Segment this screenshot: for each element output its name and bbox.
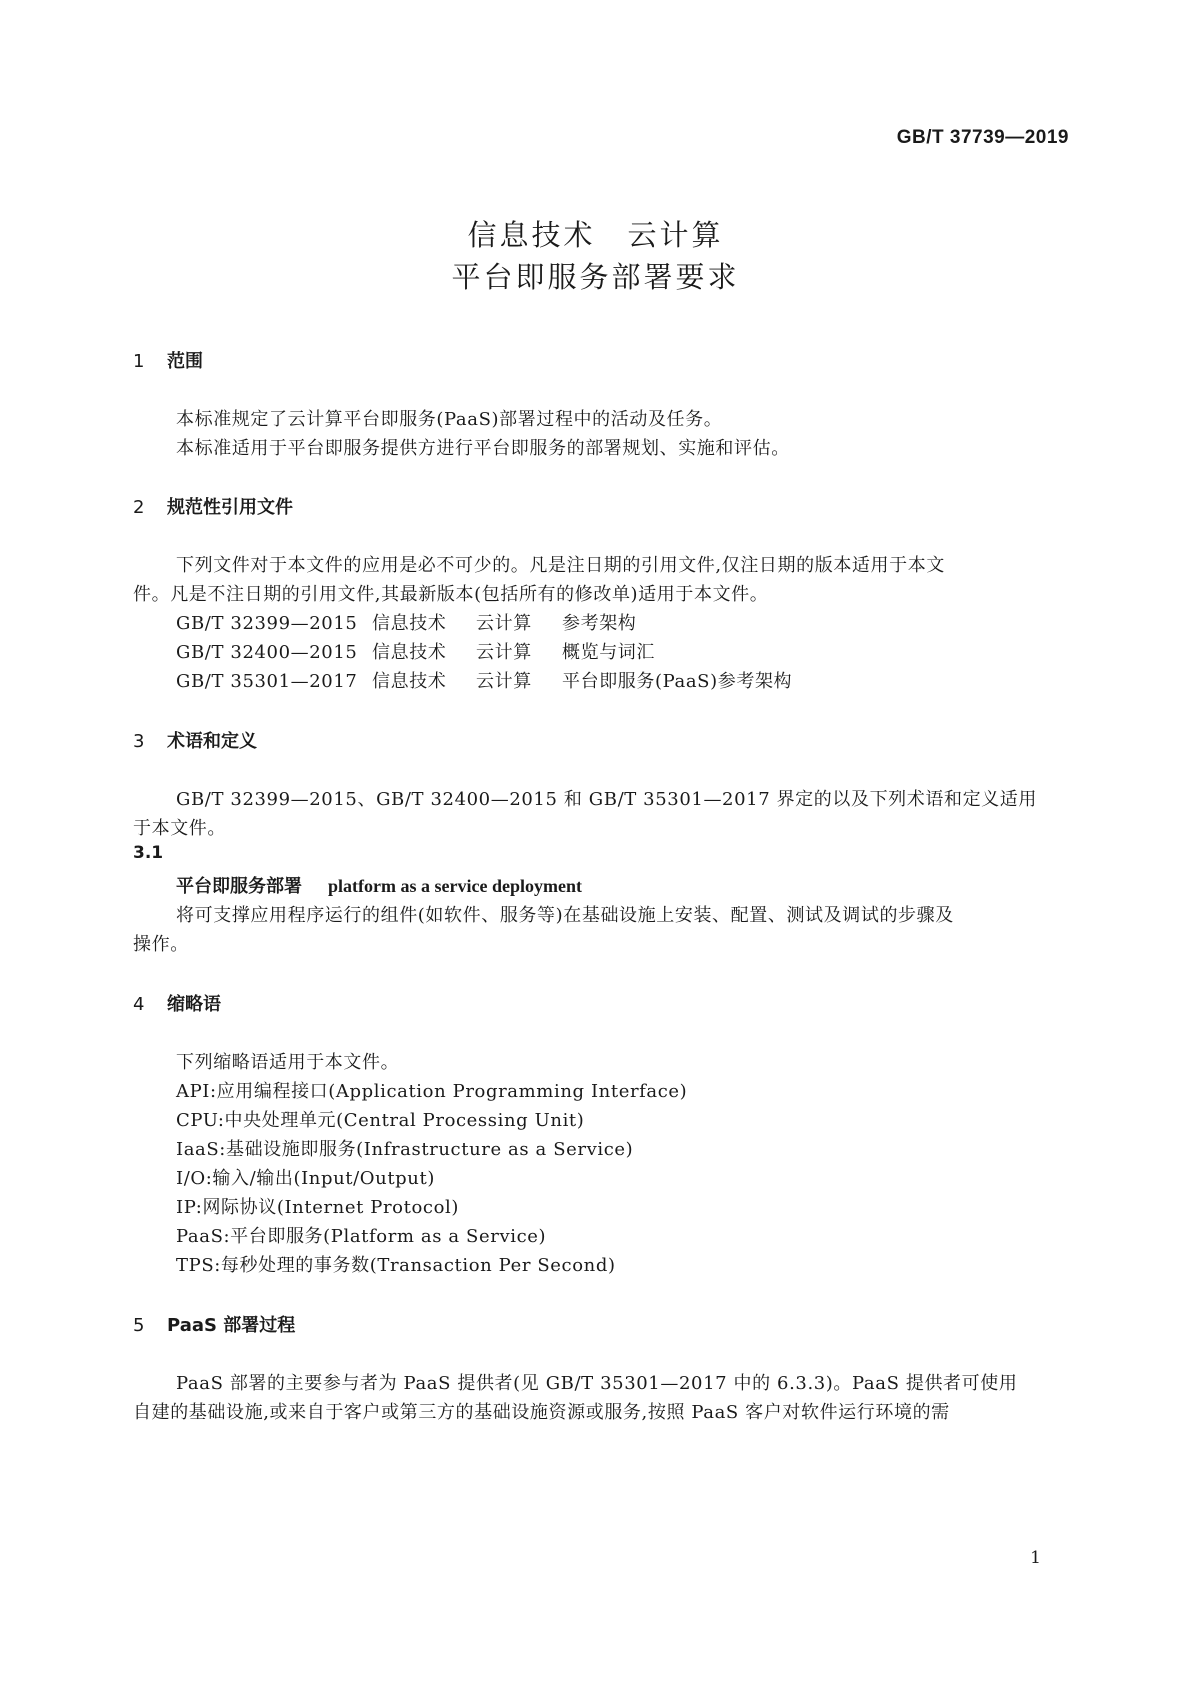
term-chinese: 平台即服务部署 [176,876,302,897]
paragraph-continuation: 于本文件。 [133,818,226,839]
section-title: 缩略语 [167,994,221,1015]
reference-item [176,609,636,635]
document-title-line-2: 平台即服务部署要求 [451,260,740,294]
term-definition-continuation: 操作。 [133,934,189,955]
paragraph-continuation: 件。凡是不注日期的引用文件,其最新版本(包括所有的修改单)适用于本文件。 [133,584,769,605]
abbreviation-item: CPU:中央处理单元(Central Processing Unit) [176,1110,585,1131]
reference-part: 概览与词汇 [562,642,655,663]
reference-part: 云计算 [476,671,532,692]
section-number: 1 [133,351,145,372]
abbreviation-item: API:应用编程接口(Application Programming Interface) [176,1081,688,1102]
paragraph: 本标准规定了云计算平台即服务(PaaS)部署过程中的活动及任务。 [176,409,723,430]
section-number: 4 [133,994,145,1015]
reference-part: 信息技术 [372,671,447,692]
section-title: PaaS 部署过程 [167,1315,296,1336]
reference-item [176,667,792,693]
section-5-heading [133,1311,295,1337]
section-3-heading [133,727,257,753]
section-number: 5 [133,1315,145,1336]
section-4-heading [133,990,221,1016]
section-number: 2 [133,497,145,518]
term-number: 3.1 [133,843,164,863]
abbreviation-item: TPS:每秒处理的事务数(Transaction Per Second) [176,1255,616,1276]
reference-part: 信息技术 [372,642,447,663]
paragraph: 下列文件对于本文件的应用是必不可少的。凡是注日期的引用文件,仅注日期的版本适用于本文 [176,555,945,576]
abbreviation-item: PaaS:平台即服务(Platform as a Service) [176,1226,547,1247]
page-number: 1 [1030,1548,1041,1568]
reference-code: GB/T 35301—2017 [176,671,358,692]
document-title-line-1: 信息技术 云计算 [467,218,724,252]
standard-code: GB/T 37739—2019 [896,127,1069,148]
section-number: 3 [133,731,145,752]
term-definition: 将可支撑应用程序运行的组件(如软件、服务等)在基础设施上安装、配置、测试及调试的步骤及 [176,905,954,926]
reference-part: 信息技术 [372,613,447,634]
paragraph-continuation: 自建的基础设施,或来自于客户或第三方的基础设施资源或服务,按照 PaaS 客户对软件运行环境的需 [133,1402,950,1423]
abbreviation-item: I/O:输入/输出(Input/Output) [176,1168,435,1189]
reference-item [176,638,655,664]
term-english: platform as a service deployment [328,876,582,896]
paragraph: 本标准适用于平台即服务提供方进行平台即服务的部署规划、实施和评估。 [176,438,790,459]
reference-part: 参考架构 [562,613,637,634]
abbreviation-item: IP:网际协议(Internet Protocol) [176,1197,459,1218]
section-title: 规范性引用文件 [167,497,293,518]
section-1-heading [133,347,203,373]
reference-part: 云计算 [476,613,532,634]
reference-code: GB/T 32400—2015 [176,642,358,663]
section-title: 术语和定义 [167,731,257,752]
paragraph: 下列缩略语适用于本文件。 [176,1052,400,1073]
reference-part: 云计算 [476,642,532,663]
reference-code: GB/T 32399—2015 [176,613,358,634]
term-entry [176,872,582,898]
abbreviation-item: IaaS:基础设施即服务(Infrastructure as a Service) [176,1139,634,1160]
section-2-heading [133,493,293,519]
paragraph: PaaS 部署的主要参与者为 PaaS 提供者(见 GB/T 35301—2017 中的 6.3.3)。PaaS 提供者可使用 [176,1373,1018,1394]
section-title: 范围 [167,351,203,372]
reference-part: 平台即服务(PaaS)参考架构 [562,671,793,692]
paragraph: GB/T 32399—2015、GB/T 32400—2015 和 GB/T 35301—2017 界定的以及下列术语和定义适用 [176,789,1037,810]
